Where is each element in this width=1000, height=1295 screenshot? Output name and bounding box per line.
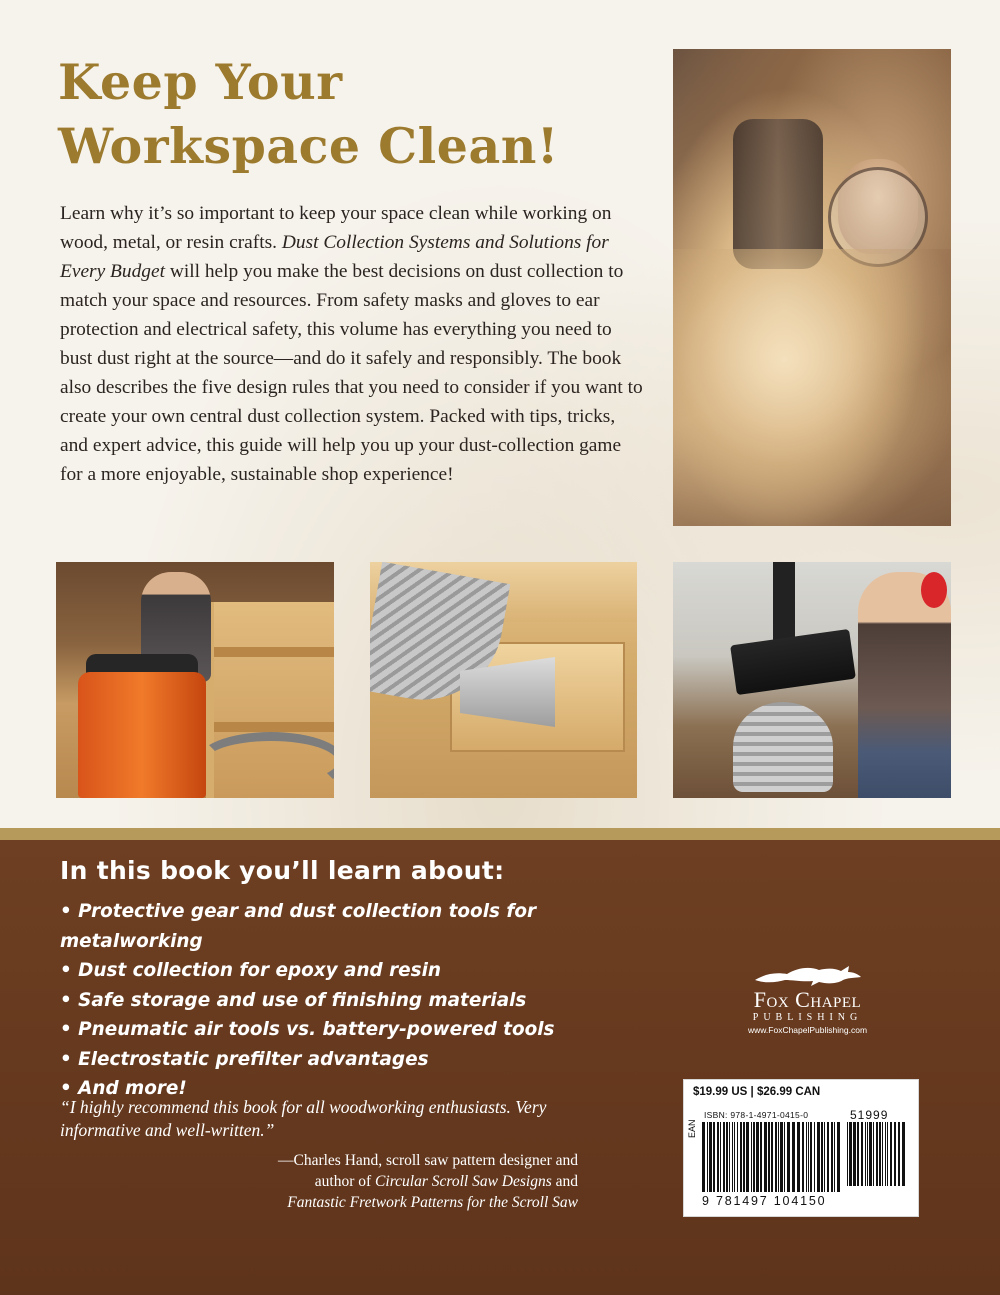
barcode-bar xyxy=(768,1122,770,1192)
barcode-bar xyxy=(729,1122,730,1192)
cover-title xyxy=(58,50,638,178)
barcode-bar xyxy=(890,1122,892,1186)
barcode-bar xyxy=(814,1122,815,1192)
publisher-sub: PUBLISHING xyxy=(752,1012,863,1023)
barcode-bar xyxy=(806,1122,807,1192)
list-item: • And more! xyxy=(60,1078,187,1099)
barcode-bar xyxy=(720,1122,721,1192)
intro-text-1: Learn why it’s so important to keep your space clean while working on wood, metal, or resin crafts. xyxy=(60,203,612,253)
intro-book-title: Dust Collection Systems and Solutions for Every Budget xyxy=(60,232,609,282)
barcode-bar xyxy=(837,1122,840,1192)
photo-shop-vacuum xyxy=(56,562,334,798)
barcode-bar xyxy=(778,1122,779,1192)
barcode-bar xyxy=(734,1122,735,1192)
barcode-bar xyxy=(753,1122,755,1192)
barcode-bar xyxy=(797,1122,800,1192)
barcode-bar xyxy=(808,1122,809,1192)
attribution-and: and xyxy=(551,1173,578,1190)
barcode-bar xyxy=(898,1122,900,1186)
publisher-url: www.FoxChapelPublishing.com xyxy=(747,1025,868,1035)
price: $19.99 US | $26.99 CAN xyxy=(693,1086,821,1098)
barcode-bar xyxy=(867,1122,868,1186)
learn-list xyxy=(60,897,680,1104)
barcode-bar xyxy=(792,1122,795,1192)
attribution-work-1: Circular Scroll Saw Designs xyxy=(375,1173,552,1190)
barcode-bar xyxy=(709,1122,712,1192)
barcode-bar xyxy=(869,1122,872,1186)
barcode-bar xyxy=(740,1122,742,1192)
photo-band-saw xyxy=(673,562,951,798)
barcode-bar xyxy=(849,1122,852,1186)
barcode-bar xyxy=(726,1122,728,1192)
addon-number: 51999 xyxy=(850,1108,889,1122)
saw-arm xyxy=(773,562,795,647)
barcode-bar xyxy=(879,1122,881,1186)
duct-elbow xyxy=(733,702,833,792)
barcode-bar xyxy=(821,1122,823,1192)
barcode-bar xyxy=(702,1122,705,1192)
barcode-bar xyxy=(876,1122,878,1186)
band-saw-table xyxy=(730,629,856,695)
barcode-bar xyxy=(827,1122,829,1192)
fox-icon xyxy=(753,962,863,988)
learn-heading: In this book you’ll learn about: xyxy=(60,856,505,885)
publisher-name: Fox Chapel xyxy=(753,987,862,1012)
barcode-bar xyxy=(732,1122,733,1192)
ean-number: 9 781497 104150 xyxy=(702,1194,827,1208)
barcode-bar xyxy=(894,1122,896,1186)
barcode-bar xyxy=(707,1122,708,1192)
barcode-bar xyxy=(756,1122,759,1192)
barcode-bar xyxy=(751,1122,752,1192)
barcode-bar xyxy=(810,1122,812,1192)
cover-title-line-1: Keep Your xyxy=(58,53,343,111)
ean-barcode xyxy=(702,1122,842,1192)
barcode-bar xyxy=(775,1122,777,1192)
barcode-bar xyxy=(853,1122,856,1186)
photo-dust-cloud xyxy=(673,49,951,526)
attribution-author-of: author of xyxy=(314,1173,376,1190)
barcode-bar xyxy=(737,1122,738,1192)
barcode-bar xyxy=(824,1122,825,1192)
list-item: • Electrostatic prefilter advantages xyxy=(60,1048,429,1070)
barcode-bar xyxy=(865,1122,866,1186)
barcode-bar xyxy=(861,1122,863,1186)
barcode-bar xyxy=(746,1122,749,1192)
barcode-bar xyxy=(885,1122,886,1186)
barcode-bar xyxy=(847,1122,848,1186)
dust-cloud xyxy=(673,249,951,526)
vacuum-hose xyxy=(196,732,334,792)
testimonial-quote: “I highly recommend this book for all woodworking enthusiasts. Very informative and well-written.” xyxy=(60,1097,547,1140)
isbn: ISBN: 978-1-4971-0415-0 xyxy=(704,1110,809,1120)
barcode-bar xyxy=(787,1122,790,1192)
addon-barcode xyxy=(847,1122,907,1186)
list-item: • Safe storage and use of finishing materials xyxy=(60,989,527,1011)
ean-label: EAN xyxy=(687,1119,697,1138)
barcode-bar xyxy=(831,1122,833,1192)
vacuum-body xyxy=(78,672,206,798)
barcode-bar xyxy=(713,1122,715,1192)
barcode-bar xyxy=(760,1122,762,1192)
section-divider xyxy=(0,828,1000,840)
barcode-bar xyxy=(882,1122,883,1186)
barcode-bar xyxy=(857,1122,859,1186)
list-item: • Pneumatic air tools vs. battery-powered tools xyxy=(60,1019,555,1040)
router-tool xyxy=(733,119,823,269)
barcode-bar xyxy=(887,1122,888,1186)
list-item: • Protective gear and dust collection tools for metalworking xyxy=(60,901,537,952)
list-item: • Dust collection for epoxy and resin xyxy=(60,960,441,981)
cover-title-line-2: Workspace Clean! xyxy=(58,117,559,175)
barcode-bar xyxy=(802,1122,804,1192)
attribution-line-1: —Charles Hand, scroll saw pattern designer and xyxy=(277,1152,578,1169)
barcode-bar xyxy=(817,1122,820,1192)
barcode-bar xyxy=(771,1122,773,1192)
barcode-bar xyxy=(743,1122,745,1192)
barcode-bar xyxy=(717,1122,719,1192)
ear-protection xyxy=(921,572,947,608)
attribution-work-2: Fantastic Fretwork Patterns for the Scroll Saw xyxy=(287,1194,578,1211)
publisher-logo xyxy=(735,962,880,1037)
barcode-bar xyxy=(784,1122,785,1192)
intro-paragraph xyxy=(60,199,645,489)
barcode-bar xyxy=(764,1122,767,1192)
barcode-bar xyxy=(902,1122,905,1186)
testimonial-attribution xyxy=(160,1150,578,1213)
barcode-label xyxy=(683,1079,919,1217)
barcode-bar xyxy=(780,1122,783,1192)
intro-text-2: will help you make the best decisions on dust collection to match your space and resources. From safety masks and gloves to ear protection and electrical safety, this volume has everything you need to bust dust right at the source—and do it safely and responsibly. The book also describes the five design rules that you need to consider if you want to create your own central dust collection system. Packed with tips, tricks, and expert advice, this guide will help you up your dust-collection game for a more enjoyable, sustainable shop experience! xyxy=(60,261,643,485)
barcode-bar xyxy=(873,1122,874,1186)
barcode-bar xyxy=(834,1122,835,1192)
barcode-bar xyxy=(723,1122,725,1192)
photo-duct-system xyxy=(370,562,637,798)
